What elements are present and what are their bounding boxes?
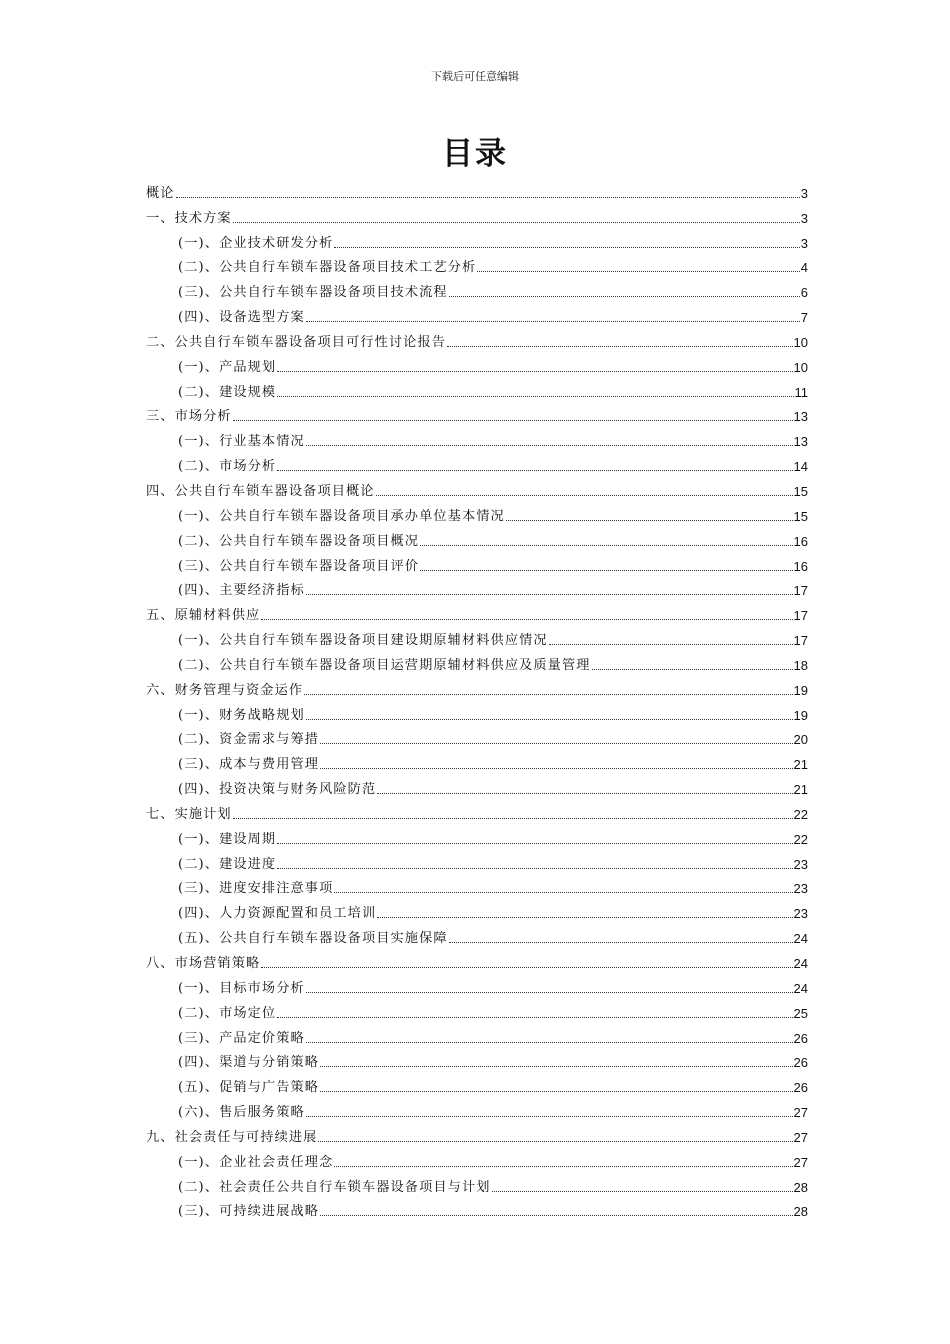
toc-leader-dots <box>306 1115 793 1117</box>
toc-entry[interactable] <box>146 896 808 921</box>
toc-entry[interactable] <box>146 921 808 946</box>
toc-entry-label: (三)、公共自行车锁车器设备项目技术流程 <box>178 285 448 301</box>
toc-entry-page: 21 <box>793 782 808 798</box>
toc-entry-page: 17 <box>793 608 808 624</box>
toc-entry-page: 11 <box>794 384 808 400</box>
toc-entry-label: (一)、公共自行车锁车器设备项目承办单位基本情况 <box>178 508 505 524</box>
toc-entry[interactable] <box>146 300 808 325</box>
toc-entry-label: 九、社会责任与可持续进展 <box>146 1129 318 1145</box>
toc-entry-page: 19 <box>793 682 808 698</box>
toc-entry-page: 15 <box>793 508 808 524</box>
toc-entry-page: 17 <box>793 583 808 599</box>
toc-leader-dots <box>320 1090 792 1092</box>
toc-entry[interactable] <box>146 201 808 226</box>
toc-entry-label: (二)、公共自行车锁车器设备项目技术工艺分析 <box>178 260 477 276</box>
toc-leader-dots <box>320 742 792 744</box>
toc-entry-page: 16 <box>793 533 808 549</box>
toc-leader-dots <box>334 246 799 248</box>
toc-entry-page: 16 <box>793 558 808 574</box>
toc-leader-dots <box>233 221 800 223</box>
toc-entry-page: 3 <box>800 185 808 201</box>
toc-entry-page: 4 <box>800 260 808 276</box>
toc-entry-label: 五、原辅材料供应 <box>146 608 261 624</box>
toc-entry[interactable] <box>146 971 808 996</box>
toc-entry-page: 26 <box>793 1055 808 1071</box>
toc-leader-dots <box>334 891 792 893</box>
toc-entry[interactable] <box>146 226 808 251</box>
toc-entry-label: (一)、企业技术研发分析 <box>178 235 334 251</box>
toc-leader-dots <box>320 1065 792 1067</box>
toc-leader-dots <box>420 544 792 546</box>
toc-entry-label: (二)、社会责任公共自行车锁车器设备项目与计划 <box>178 1179 491 1195</box>
toc-entry-label: (四)、人力资源配置和员工培训 <box>178 906 377 922</box>
toc-entry-page: 22 <box>793 831 808 847</box>
toc-entry[interactable] <box>146 400 808 425</box>
toc-entry[interactable] <box>146 648 808 673</box>
toc-leader-dots <box>277 867 792 869</box>
toc-leader-dots <box>261 966 792 968</box>
toc-entry-label: (四)、主要经济指标 <box>178 583 305 599</box>
toc-entry[interactable] <box>146 847 808 872</box>
toc-entry-page: 22 <box>793 806 808 822</box>
toc-leader-dots <box>277 370 792 372</box>
toc-entry[interactable] <box>146 474 808 499</box>
toc-entry-page: 10 <box>793 359 808 375</box>
toc-leader-dots <box>334 1165 792 1167</box>
toc-leader-dots <box>549 643 793 645</box>
toc-entry-label: (三)、公共自行车锁车器设备项目评价 <box>178 558 420 574</box>
toc-entry-label: (三)、产品定价策略 <box>178 1030 305 1046</box>
toc-entry-label: (二)、公共自行车锁车器设备项目概况 <box>178 533 420 549</box>
toc-entry-page: 24 <box>793 931 808 947</box>
toc-entry-page: 14 <box>793 459 808 475</box>
toc-leader-dots <box>449 941 793 943</box>
toc-entry-label: (二)、建设进度 <box>178 856 277 872</box>
toc-leader-dots <box>492 1190 793 1192</box>
toc-leader-dots <box>306 444 793 446</box>
toc-leader-dots <box>261 618 792 620</box>
toc-entry-page: 23 <box>793 906 808 922</box>
toc-entry-page: 23 <box>793 881 808 897</box>
toc-entry-label: (一)、行业基本情况 <box>178 434 305 450</box>
toc-entry-label: (二)、市场定位 <box>178 1005 277 1021</box>
toc-entry[interactable] <box>146 449 808 474</box>
toc-leader-dots <box>277 469 792 471</box>
toc-entry[interactable] <box>146 275 808 300</box>
toc-entry[interactable] <box>146 1145 808 1170</box>
toc-entry[interactable] <box>146 1195 808 1220</box>
toc-leader-dots <box>449 295 800 297</box>
toc-leader-dots <box>233 419 793 421</box>
toc-entry-page: 27 <box>793 1154 808 1170</box>
toc-entry-label: (一)、目标市场分析 <box>178 980 305 996</box>
toc-leader-dots <box>233 817 793 819</box>
toc-entry-page: 3 <box>800 235 808 251</box>
toc-entry[interactable] <box>146 549 808 574</box>
toc-entry[interactable] <box>146 1021 808 1046</box>
toc-entry-label: (一)、公共自行车锁车器设备项目建设期原辅材料供应情况 <box>178 633 548 649</box>
toc-entry-label: (一)、财务战略规划 <box>178 707 305 723</box>
toc-entry[interactable] <box>146 698 808 723</box>
toc-leader-dots <box>318 1140 792 1142</box>
toc-leader-dots <box>277 395 793 397</box>
toc-entry-label: (二)、公共自行车锁车器设备项目运营期原辅材料供应及质量管理 <box>178 657 591 673</box>
toc-leader-dots <box>304 693 792 695</box>
toc-entry[interactable] <box>146 747 808 772</box>
toc-leader-dots <box>320 767 792 769</box>
toc-entry-label: (三)、可持续进展战略 <box>178 1204 320 1220</box>
toc-entry-page: 25 <box>793 1005 808 1021</box>
toc-entry-page: 18 <box>793 657 808 673</box>
toc-entry-page: 6 <box>800 285 808 301</box>
toc-leader-dots <box>506 519 793 521</box>
toc-entry[interactable] <box>146 499 808 524</box>
toc-leader-dots <box>377 792 792 794</box>
toc-leader-dots <box>306 1041 793 1043</box>
toc-entry-page: 24 <box>793 980 808 996</box>
toc-entry-label: (五)、公共自行车锁车器设备项目实施保障 <box>178 931 448 947</box>
toc-entry[interactable] <box>146 797 808 822</box>
toc-entry-label: 六、财务管理与资金运作 <box>146 682 304 698</box>
toc-entry-page: 26 <box>793 1030 808 1046</box>
toc-entry[interactable] <box>146 1095 808 1120</box>
header-note: 下载后可任意编辑 <box>431 70 519 83</box>
toc-entry-page: 10 <box>793 334 808 350</box>
toc-entry-page: 23 <box>793 856 808 872</box>
toc-entry[interactable] <box>146 723 808 748</box>
toc-entry-label: 二、公共自行车锁车器设备项目可行性讨论报告 <box>146 334 447 350</box>
toc-entry-label: (四)、投资决策与财务风险防范 <box>178 782 377 798</box>
toc-entry-label: 七、实施计划 <box>146 806 232 822</box>
toc-entry-page: 26 <box>793 1080 808 1096</box>
toc-entry-page: 15 <box>793 483 808 499</box>
toc-entry[interactable] <box>146 350 808 375</box>
toc-entry-page: 27 <box>793 1129 808 1145</box>
toc-entry-page: 24 <box>793 956 808 971</box>
toc-leader-dots <box>306 593 793 595</box>
toc-entry-label: (一)、产品规划 <box>178 359 277 375</box>
toc-entry[interactable] <box>146 1170 808 1195</box>
toc-leader-dots <box>447 345 792 347</box>
toc-entry[interactable] <box>146 524 808 549</box>
toc-entry-label: (三)、进度安排注意事项 <box>178 881 334 897</box>
toc-leader-dots <box>376 494 793 496</box>
toc-entry-label: 概论 <box>146 185 175 201</box>
toc-entry[interactable] <box>146 996 808 1021</box>
toc-entry[interactable] <box>146 673 808 698</box>
toc-leader-dots <box>320 1214 792 1216</box>
toc-leader-dots <box>176 196 800 198</box>
toc-entry-label: (六)、售后服务策略 <box>178 1105 305 1121</box>
toc-leader-dots <box>477 270 800 272</box>
toc-leader-dots <box>306 991 793 993</box>
toc-entry[interactable] <box>146 598 808 623</box>
toc-entry[interactable] <box>146 872 808 897</box>
toc-leader-dots <box>377 916 792 918</box>
toc-entry-label: (四)、设备选型方案 <box>178 310 305 326</box>
table-of-contents <box>146 176 808 1219</box>
toc-entry[interactable] <box>146 1070 808 1095</box>
toc-entry[interactable] <box>146 946 808 971</box>
toc-entry[interactable] <box>146 574 808 599</box>
toc-entry[interactable] <box>146 375 808 400</box>
toc-entry-page: 28 <box>793 1179 808 1195</box>
toc-entry-label: 一、技术方案 <box>146 210 232 226</box>
toc-leader-dots <box>420 569 792 571</box>
toc-title: 目录 <box>442 136 508 172</box>
toc-entry-label: (二)、资金需求与筹措 <box>178 732 320 748</box>
toc-leader-dots <box>592 668 793 670</box>
toc-entry-label: 四、公共自行车锁车器设备项目概论 <box>146 483 375 499</box>
toc-entry-label: (二)、建设规模 <box>178 384 277 400</box>
toc-entry-label: (三)、成本与费用管理 <box>178 757 320 773</box>
toc-entry[interactable] <box>146 1120 808 1145</box>
toc-entry[interactable] <box>146 176 808 201</box>
toc-entry-page: 27 <box>793 1105 808 1121</box>
toc-entry-label: (一)、建设周期 <box>178 831 277 847</box>
toc-leader-dots <box>277 842 792 844</box>
toc-entry[interactable] <box>146 251 808 276</box>
toc-entry-page: 28 <box>793 1204 808 1220</box>
toc-entry-page: 20 <box>793 732 808 748</box>
toc-leader-dots <box>306 320 800 322</box>
toc-entry-label: (五)、促销与广告策略 <box>178 1080 320 1096</box>
toc-entry[interactable] <box>146 623 808 648</box>
toc-entry-label: (一)、企业社会责任理念 <box>178 1154 334 1170</box>
toc-entry[interactable] <box>146 822 808 847</box>
toc-entry[interactable] <box>146 325 808 350</box>
toc-leader-dots <box>306 718 793 720</box>
toc-entry-page: 19 <box>793 707 808 723</box>
toc-entry-page: 17 <box>793 633 808 649</box>
toc-entry[interactable] <box>146 1046 808 1071</box>
toc-entry[interactable] <box>146 772 808 797</box>
toc-entry-page: 3 <box>800 210 808 226</box>
toc-entry-label: (二)、市场分析 <box>178 459 277 475</box>
toc-entry-page: 13 <box>793 409 808 425</box>
toc-entry[interactable] <box>146 424 808 449</box>
toc-entry-label: 八、市场营销策略 <box>146 956 261 971</box>
toc-entry-label: (四)、渠道与分销策略 <box>178 1055 320 1071</box>
toc-entry-label: 三、市场分析 <box>146 409 232 425</box>
toc-leader-dots <box>277 1016 792 1018</box>
toc-entry-page: 13 <box>793 434 808 450</box>
toc-entry-page: 21 <box>793 757 808 773</box>
toc-entry-page: 7 <box>800 310 808 326</box>
